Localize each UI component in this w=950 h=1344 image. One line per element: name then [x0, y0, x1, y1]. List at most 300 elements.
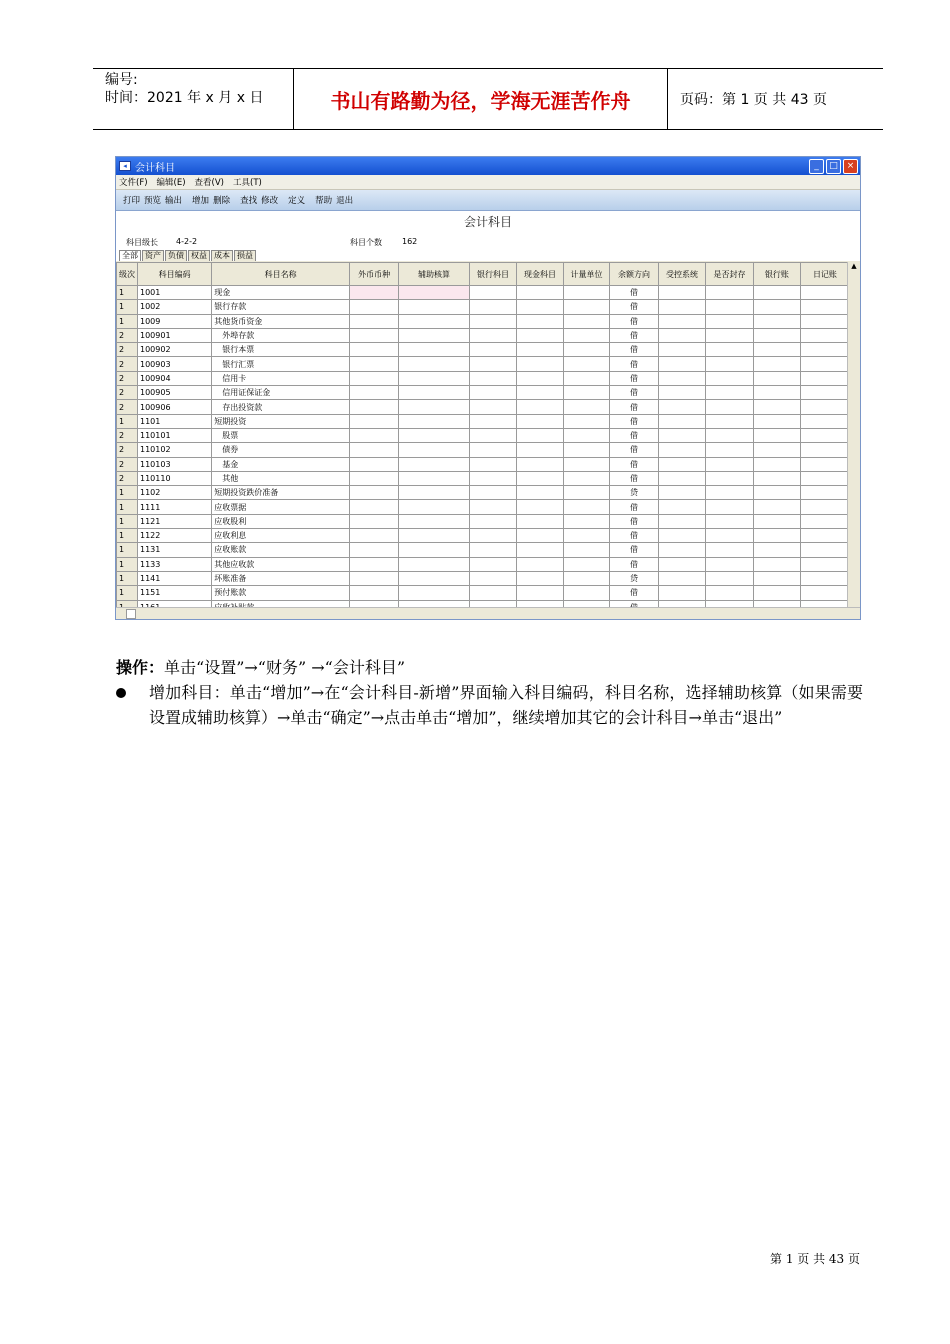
empty-cell[interactable] [706, 300, 754, 314]
empty-cell[interactable] [658, 586, 706, 600]
direction-cell[interactable]: 借 [610, 343, 658, 357]
empty-cell[interactable] [753, 557, 800, 571]
level-cell[interactable]: 1 [117, 571, 138, 585]
name-cell[interactable]: 其他应收款 [212, 557, 350, 571]
empty-cell[interactable] [753, 486, 800, 500]
empty-cell[interactable] [706, 586, 754, 600]
empty-cell[interactable] [753, 371, 800, 385]
code-cell[interactable]: 100901 [138, 328, 212, 342]
empty-cell[interactable] [349, 514, 398, 528]
code-cell[interactable]: 110101 [138, 428, 212, 442]
table-row[interactable] [117, 529, 850, 543]
define-button[interactable]: 定义 [288, 196, 306, 206]
empty-cell[interactable] [517, 443, 564, 457]
name-cell[interactable]: 外埠存款 [212, 328, 350, 342]
code-cell[interactable]: 100903 [138, 357, 212, 371]
table-row[interactable] [117, 286, 850, 300]
empty-cell[interactable] [349, 300, 398, 314]
empty-cell[interactable] [800, 500, 849, 514]
direction-cell[interactable]: 借 [610, 557, 658, 571]
empty-cell[interactable] [563, 371, 610, 385]
empty-cell[interactable] [399, 486, 469, 500]
empty-cell[interactable] [753, 428, 800, 442]
column-header[interactable]: 受控系统 [658, 263, 706, 286]
empty-cell[interactable] [563, 529, 610, 543]
exit-button[interactable]: 退出 [336, 196, 354, 206]
empty-cell[interactable] [517, 300, 564, 314]
empty-cell[interactable] [469, 286, 517, 300]
delete-button[interactable]: 删除 [213, 196, 231, 206]
empty-cell[interactable] [800, 514, 849, 528]
table-row[interactable] [117, 428, 850, 442]
empty-cell[interactable] [753, 457, 800, 471]
empty-cell[interactable] [753, 500, 800, 514]
empty-cell[interactable] [800, 371, 849, 385]
vertical-scrollbar[interactable] [847, 262, 860, 610]
empty-cell[interactable] [706, 428, 754, 442]
direction-cell[interactable]: 借 [610, 428, 658, 442]
name-cell[interactable]: 坏账准备 [212, 571, 350, 585]
column-header[interactable]: 科目名称 [212, 263, 350, 286]
empty-cell[interactable] [399, 328, 469, 342]
name-cell[interactable]: 应收账款 [212, 543, 350, 557]
empty-cell[interactable] [658, 286, 706, 300]
column-header[interactable]: 银行账 [753, 263, 800, 286]
empty-cell[interactable] [563, 514, 610, 528]
modify-button[interactable]: 修改 [261, 196, 279, 206]
direction-cell[interactable]: 借 [610, 286, 658, 300]
empty-cell[interactable] [706, 357, 754, 371]
empty-cell[interactable] [658, 486, 706, 500]
name-cell[interactable]: 基金 [212, 457, 350, 471]
empty-cell[interactable] [517, 286, 564, 300]
table-row[interactable] [117, 414, 850, 428]
name-cell[interactable]: 债券 [212, 443, 350, 457]
level-cell[interactable]: 2 [117, 371, 138, 385]
table-row[interactable] [117, 371, 850, 385]
empty-cell[interactable] [753, 529, 800, 543]
empty-cell[interactable] [800, 443, 849, 457]
column-header[interactable]: 日记账 [800, 263, 849, 286]
empty-cell[interactable] [800, 343, 849, 357]
direction-cell[interactable]: 借 [610, 500, 658, 514]
empty-cell[interactable] [399, 286, 469, 300]
name-cell[interactable]: 银行本票 [212, 343, 350, 357]
empty-cell[interactable] [349, 529, 398, 543]
empty-cell[interactable] [399, 300, 469, 314]
empty-cell[interactable] [399, 357, 469, 371]
empty-cell[interactable] [563, 414, 610, 428]
empty-cell[interactable] [658, 400, 706, 414]
table-row[interactable] [117, 457, 850, 471]
find-button[interactable]: 查找 [240, 196, 258, 206]
table-row[interactable] [117, 500, 850, 514]
empty-cell[interactable] [349, 386, 398, 400]
preview-button[interactable]: 预览 [144, 196, 162, 206]
empty-cell[interactable] [349, 328, 398, 342]
empty-cell[interactable] [706, 486, 754, 500]
empty-cell[interactable] [563, 314, 610, 328]
empty-cell[interactable] [399, 457, 469, 471]
empty-cell[interactable] [517, 557, 564, 571]
empty-cell[interactable] [563, 428, 610, 442]
empty-cell[interactable] [753, 328, 800, 342]
tab-all[interactable]: 全部 [119, 250, 141, 261]
add-button[interactable]: 增加 [192, 196, 210, 206]
direction-cell[interactable]: 借 [610, 357, 658, 371]
empty-cell[interactable] [563, 457, 610, 471]
level-cell[interactable]: 2 [117, 386, 138, 400]
empty-cell[interactable] [517, 428, 564, 442]
empty-cell[interactable] [563, 400, 610, 414]
maximize-icon[interactable]: □ [826, 159, 841, 174]
empty-cell[interactable] [658, 543, 706, 557]
direction-cell[interactable]: 借 [610, 586, 658, 600]
scroll-up-icon[interactable]: ▲ [851, 262, 857, 270]
empty-cell[interactable] [517, 529, 564, 543]
empty-cell[interactable] [469, 543, 517, 557]
empty-cell[interactable] [706, 400, 754, 414]
empty-cell[interactable] [753, 514, 800, 528]
direction-cell[interactable]: 借 [610, 443, 658, 457]
empty-cell[interactable] [800, 328, 849, 342]
empty-cell[interactable] [753, 443, 800, 457]
direction-cell[interactable]: 借 [610, 471, 658, 485]
empty-cell[interactable] [800, 486, 849, 500]
empty-cell[interactable] [399, 514, 469, 528]
empty-cell[interactable] [517, 571, 564, 585]
code-cell[interactable]: 100906 [138, 400, 212, 414]
empty-cell[interactable] [469, 386, 517, 400]
code-cell[interactable]: 1141 [138, 571, 212, 585]
empty-cell[interactable] [658, 328, 706, 342]
empty-cell[interactable] [469, 400, 517, 414]
code-cell[interactable]: 1102 [138, 486, 212, 500]
empty-cell[interactable] [753, 286, 800, 300]
level-cell[interactable]: 1 [117, 529, 138, 543]
empty-cell[interactable] [563, 300, 610, 314]
code-cell[interactable]: 100902 [138, 343, 212, 357]
empty-cell[interactable] [349, 400, 398, 414]
empty-cell[interactable] [658, 571, 706, 585]
direction-cell[interactable]: 借 [610, 529, 658, 543]
name-cell[interactable]: 信用证保证金 [212, 386, 350, 400]
empty-cell[interactable] [658, 457, 706, 471]
empty-cell[interactable] [800, 571, 849, 585]
empty-cell[interactable] [469, 586, 517, 600]
table-row[interactable] [117, 586, 850, 600]
empty-cell[interactable] [658, 357, 706, 371]
level-cell[interactable]: 2 [117, 471, 138, 485]
empty-cell[interactable] [706, 557, 754, 571]
empty-cell[interactable] [469, 486, 517, 500]
direction-cell[interactable]: 借 [610, 371, 658, 385]
tab-liabilities[interactable]: 负债 [165, 250, 187, 261]
empty-cell[interactable] [517, 486, 564, 500]
name-cell[interactable]: 应收利息 [212, 529, 350, 543]
empty-cell[interactable] [563, 500, 610, 514]
empty-cell[interactable] [753, 571, 800, 585]
tab-equity[interactable]: 权益 [188, 250, 210, 261]
name-cell[interactable]: 短期投资跌价准备 [212, 486, 350, 500]
level-cell[interactable]: 1 [117, 514, 138, 528]
empty-cell[interactable] [563, 471, 610, 485]
table-row[interactable] [117, 543, 850, 557]
code-cell[interactable]: 110102 [138, 443, 212, 457]
empty-cell[interactable] [658, 343, 706, 357]
level-cell[interactable]: 2 [117, 400, 138, 414]
level-cell[interactable]: 1 [117, 414, 138, 428]
table-row[interactable] [117, 343, 850, 357]
empty-cell[interactable] [563, 571, 610, 585]
help-button[interactable]: 帮助 [315, 196, 333, 206]
name-cell[interactable]: 存出投资款 [212, 400, 350, 414]
code-cell[interactable]: 1111 [138, 500, 212, 514]
empty-cell[interactable] [399, 400, 469, 414]
tab-cost[interactable]: 成本 [211, 250, 233, 261]
direction-cell[interactable]: 借 [610, 400, 658, 414]
empty-cell[interactable] [706, 471, 754, 485]
empty-cell[interactable] [563, 357, 610, 371]
empty-cell[interactable] [563, 557, 610, 571]
empty-cell[interactable] [706, 571, 754, 585]
empty-cell[interactable] [753, 357, 800, 371]
empty-cell[interactable] [349, 343, 398, 357]
empty-cell[interactable] [349, 586, 398, 600]
empty-cell[interactable] [399, 557, 469, 571]
empty-cell[interactable] [658, 500, 706, 514]
code-cell[interactable]: 110103 [138, 457, 212, 471]
empty-cell[interactable] [517, 386, 564, 400]
empty-cell[interactable] [800, 357, 849, 371]
empty-cell[interactable] [469, 471, 517, 485]
code-cell[interactable]: 1009 [138, 314, 212, 328]
name-cell[interactable]: 预付账款 [212, 586, 350, 600]
empty-cell[interactable] [800, 400, 849, 414]
empty-cell[interactable] [800, 529, 849, 543]
column-header[interactable]: 科目编码 [138, 263, 212, 286]
empty-cell[interactable] [399, 314, 469, 328]
level-cell[interactable]: 1 [117, 557, 138, 571]
empty-cell[interactable] [753, 471, 800, 485]
empty-cell[interactable] [658, 414, 706, 428]
empty-cell[interactable] [706, 328, 754, 342]
empty-cell[interactable] [706, 386, 754, 400]
empty-cell[interactable] [399, 529, 469, 543]
name-cell[interactable]: 银行汇票 [212, 357, 350, 371]
empty-cell[interactable] [800, 300, 849, 314]
table-row[interactable] [117, 328, 850, 342]
direction-cell[interactable]: 借 [610, 314, 658, 328]
empty-cell[interactable] [469, 514, 517, 528]
direction-cell[interactable]: 贷 [610, 486, 658, 500]
table-row[interactable] [117, 386, 850, 400]
menu-tools[interactable]: 工具(T) [233, 178, 262, 188]
name-cell[interactable]: 股票 [212, 428, 350, 442]
level-cell[interactable]: 1 [117, 286, 138, 300]
empty-cell[interactable] [658, 514, 706, 528]
empty-cell[interactable] [517, 500, 564, 514]
code-cell[interactable]: 1131 [138, 543, 212, 557]
name-cell[interactable]: 现金 [212, 286, 350, 300]
name-cell[interactable]: 其他货币资金 [212, 314, 350, 328]
empty-cell[interactable] [706, 414, 754, 428]
code-cell[interactable]: 1001 [138, 286, 212, 300]
empty-cell[interactable] [469, 343, 517, 357]
empty-cell[interactable] [658, 300, 706, 314]
empty-cell[interactable] [469, 557, 517, 571]
print-button[interactable]: 打印 [123, 196, 141, 206]
level-cell[interactable]: 1 [117, 314, 138, 328]
empty-cell[interactable] [800, 286, 849, 300]
empty-cell[interactable] [469, 457, 517, 471]
level-cell[interactable]: 1 [117, 486, 138, 500]
empty-cell[interactable] [753, 343, 800, 357]
tab-profit-loss[interactable]: 损益 [234, 250, 256, 261]
column-header[interactable]: 辅助核算 [399, 263, 469, 286]
empty-cell[interactable] [517, 543, 564, 557]
empty-cell[interactable] [563, 328, 610, 342]
table-row[interactable] [117, 486, 850, 500]
code-cell[interactable]: 1133 [138, 557, 212, 571]
empty-cell[interactable] [706, 543, 754, 557]
name-cell[interactable]: 银行存款 [212, 300, 350, 314]
direction-cell[interactable]: 借 [610, 386, 658, 400]
column-header[interactable]: 现金科目 [517, 263, 564, 286]
empty-cell[interactable] [469, 571, 517, 585]
empty-cell[interactable] [469, 314, 517, 328]
empty-cell[interactable] [399, 371, 469, 385]
empty-cell[interactable] [349, 557, 398, 571]
empty-cell[interactable] [517, 471, 564, 485]
empty-cell[interactable] [469, 357, 517, 371]
name-cell[interactable]: 其他 [212, 471, 350, 485]
empty-cell[interactable] [800, 457, 849, 471]
name-cell[interactable]: 应收票据 [212, 500, 350, 514]
table-row[interactable] [117, 471, 850, 485]
code-cell[interactable]: 100904 [138, 371, 212, 385]
direction-cell[interactable]: 借 [610, 328, 658, 342]
level-cell[interactable]: 2 [117, 428, 138, 442]
empty-cell[interactable] [753, 586, 800, 600]
empty-cell[interactable] [399, 571, 469, 585]
empty-cell[interactable] [563, 386, 610, 400]
level-cell[interactable]: 1 [117, 300, 138, 314]
table-row[interactable] [117, 400, 850, 414]
empty-cell[interactable] [658, 557, 706, 571]
empty-cell[interactable] [706, 314, 754, 328]
code-cell[interactable]: 1121 [138, 514, 212, 528]
minimize-icon[interactable]: _ [809, 159, 824, 174]
empty-cell[interactable] [658, 428, 706, 442]
empty-cell[interactable] [517, 328, 564, 342]
empty-cell[interactable] [800, 386, 849, 400]
empty-cell[interactable] [349, 314, 398, 328]
empty-cell[interactable] [349, 357, 398, 371]
empty-cell[interactable] [706, 457, 754, 471]
empty-cell[interactable] [563, 543, 610, 557]
empty-cell[interactable] [800, 586, 849, 600]
empty-cell[interactable] [563, 443, 610, 457]
empty-cell[interactable] [469, 328, 517, 342]
empty-cell[interactable] [349, 500, 398, 514]
empty-cell[interactable] [563, 286, 610, 300]
code-cell[interactable]: 1002 [138, 300, 212, 314]
empty-cell[interactable] [349, 371, 398, 385]
empty-cell[interactable] [753, 543, 800, 557]
empty-cell[interactable] [349, 457, 398, 471]
column-header[interactable]: 余额方向 [610, 263, 658, 286]
menu-view[interactable]: 查看(V) [194, 178, 224, 188]
empty-cell[interactable] [349, 414, 398, 428]
empty-cell[interactable] [706, 443, 754, 457]
code-cell[interactable]: 1122 [138, 529, 212, 543]
empty-cell[interactable] [517, 314, 564, 328]
empty-cell[interactable] [469, 500, 517, 514]
empty-cell[interactable] [706, 371, 754, 385]
empty-cell[interactable] [517, 414, 564, 428]
empty-cell[interactable] [517, 457, 564, 471]
menu-file[interactable]: 文件(F) [119, 178, 148, 188]
empty-cell[interactable] [399, 471, 469, 485]
level-cell[interactable]: 2 [117, 457, 138, 471]
direction-cell[interactable]: 贷 [610, 571, 658, 585]
empty-cell[interactable] [469, 371, 517, 385]
empty-cell[interactable] [469, 300, 517, 314]
empty-cell[interactable] [399, 500, 469, 514]
empty-cell[interactable] [349, 443, 398, 457]
column-header[interactable]: 级次 [117, 263, 138, 286]
empty-cell[interactable] [469, 443, 517, 457]
level-cell[interactable]: 2 [117, 443, 138, 457]
empty-cell[interactable] [800, 414, 849, 428]
level-cell[interactable]: 2 [117, 357, 138, 371]
name-cell[interactable]: 信用卡 [212, 371, 350, 385]
empty-cell[interactable] [399, 543, 469, 557]
direction-cell[interactable]: 借 [610, 514, 658, 528]
empty-cell[interactable] [658, 314, 706, 328]
empty-cell[interactable] [706, 500, 754, 514]
direction-cell[interactable]: 借 [610, 457, 658, 471]
empty-cell[interactable] [658, 371, 706, 385]
empty-cell[interactable] [517, 400, 564, 414]
empty-cell[interactable] [349, 486, 398, 500]
empty-cell[interactable] [658, 443, 706, 457]
code-cell[interactable]: 1101 [138, 414, 212, 428]
empty-cell[interactable] [658, 386, 706, 400]
empty-cell[interactable] [800, 543, 849, 557]
column-header[interactable]: 银行科目 [469, 263, 517, 286]
empty-cell[interactable] [800, 471, 849, 485]
empty-cell[interactable] [399, 343, 469, 357]
table-row[interactable] [117, 571, 850, 585]
empty-cell[interactable] [753, 386, 800, 400]
empty-cell[interactable] [469, 529, 517, 543]
export-button[interactable]: 输出 [165, 196, 183, 206]
empty-cell[interactable] [706, 286, 754, 300]
empty-cell[interactable] [706, 529, 754, 543]
empty-cell[interactable] [658, 471, 706, 485]
empty-cell[interactable] [800, 557, 849, 571]
table-row[interactable] [117, 557, 850, 571]
empty-cell[interactable] [349, 571, 398, 585]
empty-cell[interactable] [349, 428, 398, 442]
horizontal-scrollbar[interactable] [116, 607, 861, 619]
table-row[interactable] [117, 300, 850, 314]
code-cell[interactable]: 110110 [138, 471, 212, 485]
empty-cell[interactable] [399, 428, 469, 442]
name-cell[interactable]: 应收股利 [212, 514, 350, 528]
